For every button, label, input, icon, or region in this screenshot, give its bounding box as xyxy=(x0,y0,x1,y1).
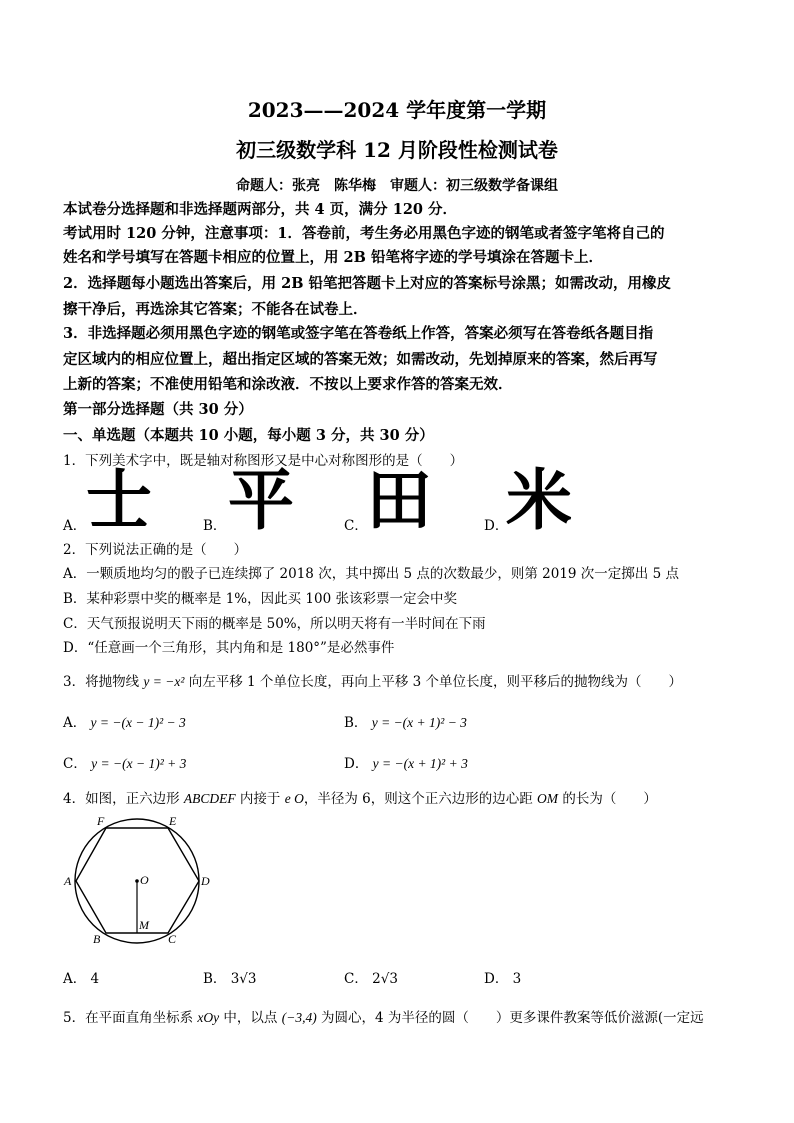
q5-stem-mid: 中，以点 xyxy=(219,1010,282,1026)
q3-option-c-label: C． xyxy=(63,756,87,772)
q4-option-c xyxy=(344,967,398,987)
label-c: C xyxy=(168,932,177,946)
label-d: D xyxy=(201,874,210,888)
q3-option-a-label: A． xyxy=(63,715,87,731)
q4-stem-hexagon: ABCDEF xyxy=(183,791,236,806)
q5-stem-xoy: xOy xyxy=(197,1010,220,1025)
q3-option-c-formula: y = −(x − 1)² + 3 xyxy=(91,756,187,771)
q4-stem-om: OM xyxy=(537,791,559,806)
q4-option-b-value: 3√3 xyxy=(230,971,257,987)
section-heading: 第一部分选择题（共 30 分） xyxy=(63,401,253,418)
q4-option-b xyxy=(203,967,257,987)
q3-stem-math: y = −x² xyxy=(143,674,185,689)
q4-stem-post: 的长为（ ） xyxy=(558,791,657,807)
question-1-stem: 1．下列美术字中，既是轴对称图形又是中心对称图形的是（ ） xyxy=(63,453,464,469)
label-e: E xyxy=(169,814,177,828)
q3-option-b xyxy=(344,711,467,731)
q5-stem-post: 为圆心，4 为半径的圆（ ）更多课件教案等低价滋源(一定远 xyxy=(316,1010,704,1026)
q1-option-d-glyph: 米 xyxy=(506,462,572,539)
question-3-stem xyxy=(63,670,682,690)
q2-option-b: B．某种彩票中奖的概率是 1%，因此买 100 张该彩票一定会中奖 xyxy=(63,591,457,607)
instruction-line: 定区域内的相应位置上，超出指定区域的答案无效；如需改动，先划掉原来的答案，然后再写 xyxy=(63,351,658,368)
q4-option-b-label: B． xyxy=(203,971,227,987)
label-m: M xyxy=(139,918,149,932)
q4-option-a xyxy=(63,967,99,987)
q3-stem-pre: 3．将抛物线 xyxy=(63,674,144,690)
q4-option-c-value: 2√3 xyxy=(372,971,398,987)
label-a: A xyxy=(64,874,72,888)
q4-option-d-value: 3 xyxy=(512,971,522,987)
q1-option-b-label: B． xyxy=(203,518,227,534)
instruction-line: 考试用时 120 分钟，注意事项：1．答卷前，考生务必用黑色字迹的钢笔或者签字笔将自己的 xyxy=(63,225,665,242)
exam-authors: 命题人：张亮 陈华梅 审题人：初三级数学备课组 xyxy=(236,178,558,194)
hexagon-circle-figure xyxy=(60,812,220,947)
q4-option-c-label: C． xyxy=(344,971,368,987)
q3-option-a-formula: y = −(x − 1)² − 3 xyxy=(90,715,186,730)
instruction-line: 2．选择题每小题选出答案后，用 2B 铅笔把答题卡上对应的答案标号涂黑；如需改动，用橡皮 xyxy=(63,275,672,292)
label-o: O xyxy=(140,873,149,887)
exam-title-year: 2023——2024 学年度第一学期 xyxy=(247,98,547,122)
q4-stem-mid1: 内接于 xyxy=(235,791,285,807)
q1-option-a-glyph: 士 xyxy=(86,462,152,539)
q1-option-c-label: C． xyxy=(344,518,368,534)
q1-option-d-label: D． xyxy=(484,518,509,534)
label-f: F xyxy=(97,814,105,828)
q4-stem-circle: e O xyxy=(284,791,304,806)
instruction-line: 3．非选择题必须用黑色字迹的钢笔或签字笔在答卷纸上作答，答案必须写在答卷纸各题目指 xyxy=(63,325,654,342)
q4-option-d-label: D． xyxy=(484,971,509,987)
q3-option-b-formula: y = −(x + 1)² − 3 xyxy=(371,715,467,730)
instruction-line: 上新的答案；不准使用铅笔和涂改液．不按以上要求作答的答案无效． xyxy=(63,376,513,393)
q2-option-d: D．“任意画一个三角形，其内角和是 180°”是必然事件 xyxy=(63,640,395,656)
q1-option-c-glyph: 田 xyxy=(366,462,432,539)
instruction-line: 擦干净后，再选涂其它答案；不能各在试卷上． xyxy=(63,301,368,318)
q3-stem-post: 向左平移 1 个单位长度，再向上平移 3 个单位长度，则平移后的抛物线为（ ） xyxy=(184,674,683,690)
q3-option-a xyxy=(63,711,186,731)
q4-option-a-label: A． xyxy=(63,971,87,987)
q3-option-d-label: D． xyxy=(344,756,369,772)
instruction-line: 姓名和学号填写在答题卡相应的位置上，用 2B 铅笔将字迹的学号填涂在答题卡上． xyxy=(63,249,603,266)
q4-option-d xyxy=(484,967,521,987)
q4-stem-pre: 4．如图，正六边形 xyxy=(63,791,184,807)
question-5-stem xyxy=(63,1006,704,1026)
center-point-o xyxy=(135,879,139,883)
q2-option-a: A．一颗质地均匀的骰子已连续掷了 2018 次，其中掷出 5 点的次数最少，则第 2019 次一定掷出 5 点 xyxy=(63,566,679,582)
q1-option-b-glyph: 平 xyxy=(228,462,294,539)
q3-option-d xyxy=(344,752,468,772)
q3-option-d-formula: y = −(x + 1)² + 3 xyxy=(372,756,468,771)
q5-stem-point: (−3,4) xyxy=(281,1010,317,1025)
instruction-line: 本试卷分选择题和非选择题两部分，共 4 页，满分 120 分． xyxy=(63,201,458,218)
q1-option-a-label: A． xyxy=(63,518,87,534)
q5-stem-pre: 5．在平面直角坐标系 xyxy=(63,1010,198,1026)
question-2-stem: 2．下列说法正确的是（ ） xyxy=(63,542,248,558)
question-4-stem xyxy=(63,787,657,807)
q2-option-c: C．天气预报说明天下雨的概率是 50%，所以明天将有一半时间在下雨 xyxy=(63,616,486,632)
q4-stem-mid2: ，半径为 6，则这个正六边形的边心距 xyxy=(303,791,538,807)
q3-option-b-label: B． xyxy=(344,715,368,731)
q3-option-c xyxy=(63,752,186,772)
label-b: B xyxy=(93,932,101,946)
exam-title: 初三级数学科 12 月阶段性检测试卷 xyxy=(236,138,558,162)
section-subheading: 一、单选题（本题共 10 小题，每小题 3 分，共 30 分） xyxy=(63,427,434,444)
q4-option-a-value: 4 xyxy=(90,971,100,987)
